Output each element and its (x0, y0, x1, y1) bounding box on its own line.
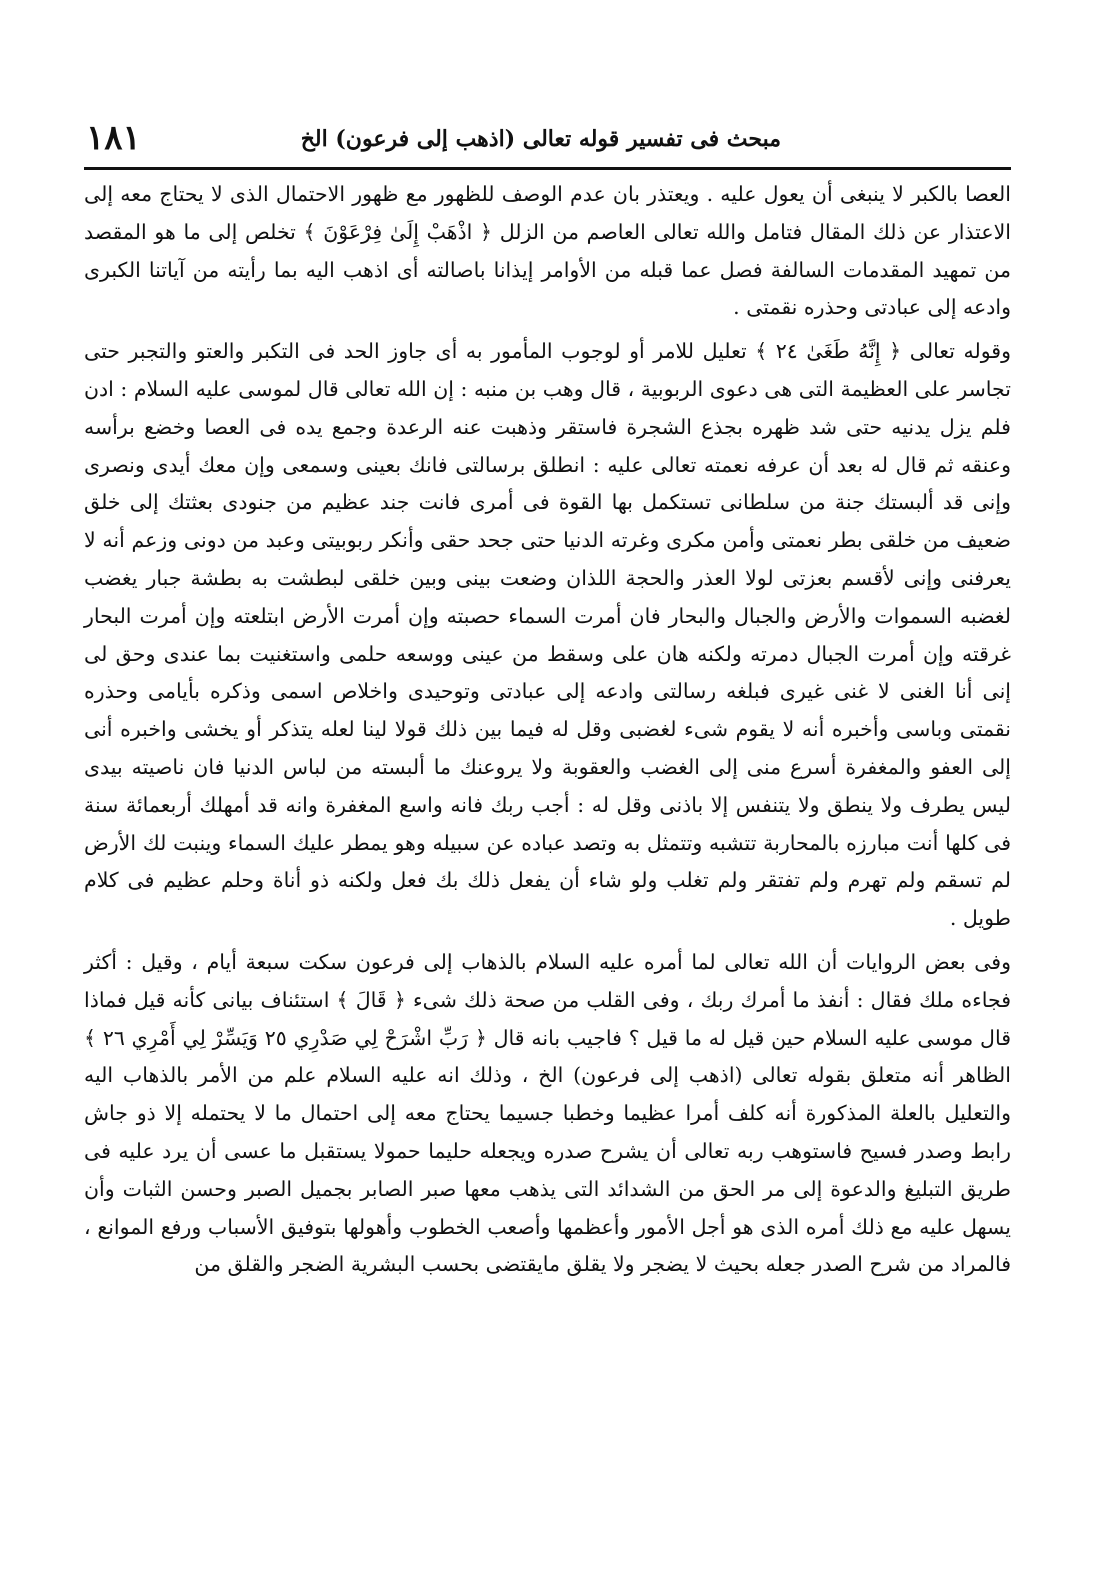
running-title: مبحث فى تفسير قوله تعالى (اذهب إلى فرعون) الخ (300, 126, 781, 152)
paragraph: العصا بالكبر لا ينبغى أن يعول عليه . ويعتذر بان عدم الوصف للظهور مع ظهور الاحتمال الذى لا يحتاج معه إلى الاعتذار عن ذلك المقال فتامل والله تعالى العاصم من الزلل ﴿ اذْهَبْ إِلَىٰ فِرْعَوْنَ ﴾ تخلص إلى ما هو المقصد من تمهيد المقدمات السالفة فصل عما قبله من الأوامر إيذانا باصالته أى اذهب اليه بما رأيته من آياتنا الكبرى وادعه إلى عبادتى وحذره نقمتى . (84, 182, 1011, 320)
page-header (84, 118, 1011, 176)
paragraph: وفى بعض الروايات أن الله تعالى لما أمره عليه السلام بالذهاب إلى فرعون سكت سبعة أيام ، وقيل : أكثر فجاءه ملك فقال : أنفذ ما أمرك ربك ، وفى القلب من صحة ذلك شىء ﴿ قَالَ ﴾ استئناف بيانى كأنه قيل فماذا قال موسى عليه السلام حين قيل له ما قيل ؟ فاجيب بانه قال ﴿ رَبِّ اشْرَحْ لِي صَدْرِي ٢٥ وَيَسِّرْ لِي أَمْرِي ٢٦ ﴾ الظاهر أنه متعلق بقوله تعالى (اذهب إلى فرعون) الخ ، وذلك انه عليه السلام علم من الأمر بالذهاب اليه والتعليل بالعلة المذكورة أنه كلف أمرا عظيما وخطبا جسيما يحتاج معه إلى احتمال ما لا يحتمله إلا ذو جاش رابط وصدر فسيح فاستوهب ربه تعالى أن يشرح صدره ويجعله حليما حمولا يستقبل ما عسى أن يرد عليه فى طريق التبليغ والدعوة إلى مر الحق من الشدائد التى يذهب معها صبر الصابر بجميل الصبر وحسن الثبات وأن يسهل عليه مع ذلك أمره الذى هو أجل الأمور وأعظمها وأصعب الخطوب وأهولها بتوفيق الأسباب ورفع الموانع ، فالمراد من شرح الصدر جعله بحيث لا يضجر ولا يقلق مايقتضى بحسب البشرية الضجر والقلق من (84, 949, 1011, 1277)
paragraph: وقوله تعالى ﴿ إِنَّهُ طَغَىٰ ٢٤ ﴾ تعليل للامر أو لوجوب المأمور به أى جاوز الحد فى التكبر والعتو والتجبر حتى تجاسر على العظيمة التى هى دعوى الربوبية ، قال وهب بن منبه : إن الله تعالى قال لموسى عليه السلام : ادن فلم يزل يدنيه حتى شد ظهره بجذع الشجرة فاستقر وذهبت عنه الرعدة وجمع يده فى العصا وخضع برأسه وعنقه ثم قال له بعد أن عرفه نعمته تعالى عليه : انطلق برسالتى فانك بعينى وسمعى وإن معك أيدى ونصرى وإنى قد ألبستك جنة من سلطانى تستكمل بها القوة فى أمرى فانت جند عظيم من جنودى بعثتك إلى خلق ضعيف من خلقى بطر نعمتى وأمن مكرى وغرته الدنيا حتى جحد حقى وأنكر ربوبيتى وعبد من دونى وزعم أنه لا يعرفنى وإنى لأقسم بعزتى لولا العذر والحجة اللذان وضعت بينى وبين خلقى لبطشت به بطشة جبار يغضب لغضبه السموات والأرض والجبال والبحار فان أمرت السماء حصبته وإن أمرت الأرض ابتلعته وإن أمرت البحار غرقته وإن أمرت الجبال دمرته ولكنه هان على وسقط من عينى ووسعه حلمى واستغنيت بما عندى وحق لى إنى أنا الغنى لا غنى غيرى فبلغه رسالتى وادعه إلى عبادتى وتوحيدى واخلاص اسمى وذكره بأيامى وحذره نقمتى وباسى وأخبره أنه لا يقوم شىء لغضبى وقل له فيما بين ذلك قولا لينا لعله يتذكر أو يخشى واخبره أنى إلى العفو والمغفرة أسرع منى إلى الغضب والعقوبة ولا يروعنك ما ألبسته من لباس الدنيا فان ناصيته بيدى ليس يطرف ولا ينطق ولا يتنفس إلا باذنى وقل له : أجب ربك فانه واسع المغفرة وانه قد أمهلك أربعمائة سنة فى كلها أنت مبارزه بالمحاربة تتشبه وتتمثل به وتصد عباده عن سبيله وهو يمطر عليك السماء وينبت لك الأرض لم تسقم ولم تهرم ولم تفتقر ولم تغلب ولو شاء أن يفعل ذلك بك فعل ولكنه ذو أناة وحلم عظيم فى كلام طويل . (84, 339, 1011, 931)
page-body (84, 176, 1011, 1284)
page-number: ١٨١ (86, 118, 141, 158)
header-rule (84, 167, 1011, 170)
